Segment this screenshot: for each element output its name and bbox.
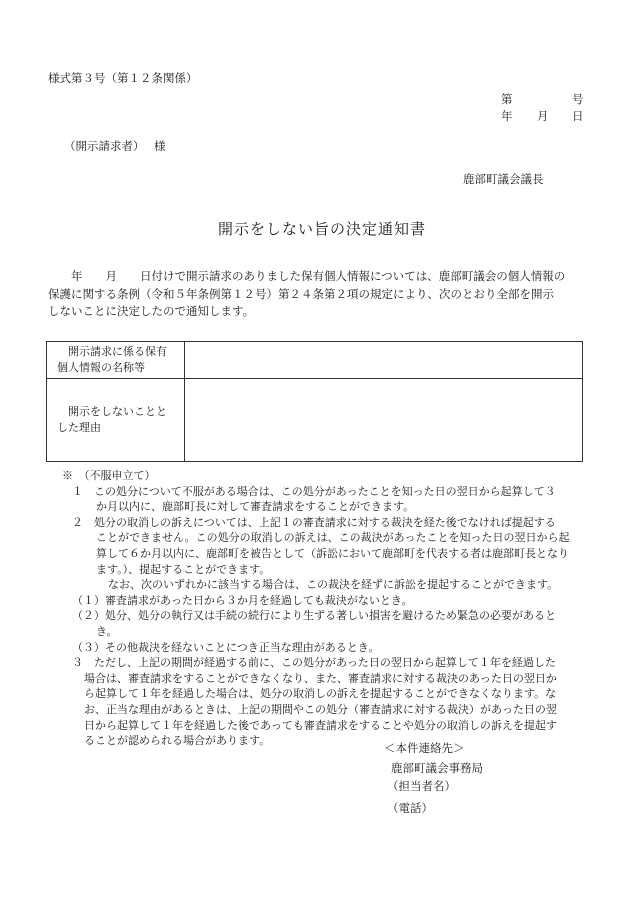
date-day: 日 bbox=[572, 109, 584, 123]
number-dai: 第 bbox=[501, 92, 513, 106]
form-label: 様式第３号（第１２条関係） bbox=[48, 71, 198, 85]
note-line: （３）その他裁決を経ないことにつき正当な理由があるとき。 bbox=[72, 640, 380, 654]
note-line: ます。）、提起することができます。 bbox=[96, 562, 271, 576]
contact-person: （担当者名） bbox=[387, 779, 456, 793]
non-disclosure-reason-value[interactable] bbox=[185, 379, 583, 462]
note-line: なお、次のいずれかに該当する場合は、この裁決を経ずに訴訟を提起することができます。 bbox=[108, 578, 559, 592]
non-disclosure-reason-label: 開示をしないことと した理由 bbox=[47, 379, 185, 462]
note-line: （２）処分、処分の執行又は手続の続行により生ずる著しい損害を避けるため緊急の必要があると bbox=[72, 609, 556, 623]
contact-heading: ＜本件連絡先＞ bbox=[384, 741, 465, 755]
note-line: ２ 処分の取消しの訴えについては、上記１の審査請求に対する裁決を経た後でなければ提起する bbox=[72, 515, 556, 529]
contact-office: 鹿部町議会事務局 bbox=[391, 761, 483, 775]
note-line: ことができません。この処分の取消しの訴えは、この裁決があったことを知った日の翌日から起 bbox=[96, 531, 570, 545]
note-line: か月以内に、鹿部町長に対して審査請求をすることができます。 bbox=[96, 500, 415, 514]
table-row bbox=[47, 379, 583, 462]
note-line: 場合は、審査請求をすることができなくなり、また、審査請求に対する裁決のあった日の翌日か bbox=[84, 671, 557, 685]
notes-heading: ※ （不服申立て） bbox=[62, 469, 156, 482]
date-month: 月 bbox=[537, 109, 549, 123]
note-line: ることが認められる場合があります。 bbox=[84, 734, 271, 748]
body-line: しないことに決定したので通知します。 bbox=[48, 304, 255, 318]
note-line: （１）審査請求があった日から３か月を経過しても裁決がないとき。 bbox=[72, 593, 413, 607]
note-line: １ この処分について不服がある場合は、この処分があったことを知った日の翌日から起算して３ bbox=[72, 484, 556, 498]
addressee-sama: 様 bbox=[154, 139, 166, 153]
date-year: 年 bbox=[501, 109, 513, 123]
personal-info-name-value[interactable] bbox=[185, 342, 583, 379]
body-line: 年 月 日付けで開示請求のありました保有個人情報については、鹿部町議会の個人情報の bbox=[48, 269, 566, 283]
info-table bbox=[46, 341, 583, 462]
body-line: 保護に関する条例（令和５年条例第１２号）第２４条第２項の規定により、次のとおり全部を開示 bbox=[48, 286, 554, 301]
body-paragraph bbox=[48, 268, 583, 321]
note-line: ら起算して１年を経過した場合は、処分の取消しの訴えを提起することができなくなります。な bbox=[84, 687, 557, 701]
sender: 鹿部町議会議長 bbox=[463, 172, 544, 186]
table-row bbox=[47, 342, 583, 379]
note-line: お、正当な理由があるときは、上記の期間やこの処分（審査請求に対する裁決）があった日の翌 bbox=[84, 702, 557, 716]
document-title: 開示をしない旨の決定通知書 bbox=[218, 220, 427, 238]
number-go: 号 bbox=[572, 92, 584, 106]
note-line: 日から起算して１年を経過した後であっても審査請求をすることや処分の取消しの訴えを提起す bbox=[84, 718, 557, 732]
note-line: ３ ただし、上記の期間が経過する前に、この処分があった日の翌日から起算して１年を経過した bbox=[72, 656, 556, 670]
note-line: 算して６か月以内に、鹿部町を被告として（訴訟において鹿部町を代表する者は鹿部町長となり bbox=[96, 546, 569, 560]
personal-info-name-label: 開示請求に係る保有 個人情報の名称等 bbox=[47, 342, 185, 379]
note-line: き。 bbox=[96, 624, 118, 638]
contact-phone: （電話） bbox=[387, 801, 433, 815]
addressee-name: （開示請求者） bbox=[64, 139, 145, 153]
appeal-notes bbox=[48, 468, 588, 749]
